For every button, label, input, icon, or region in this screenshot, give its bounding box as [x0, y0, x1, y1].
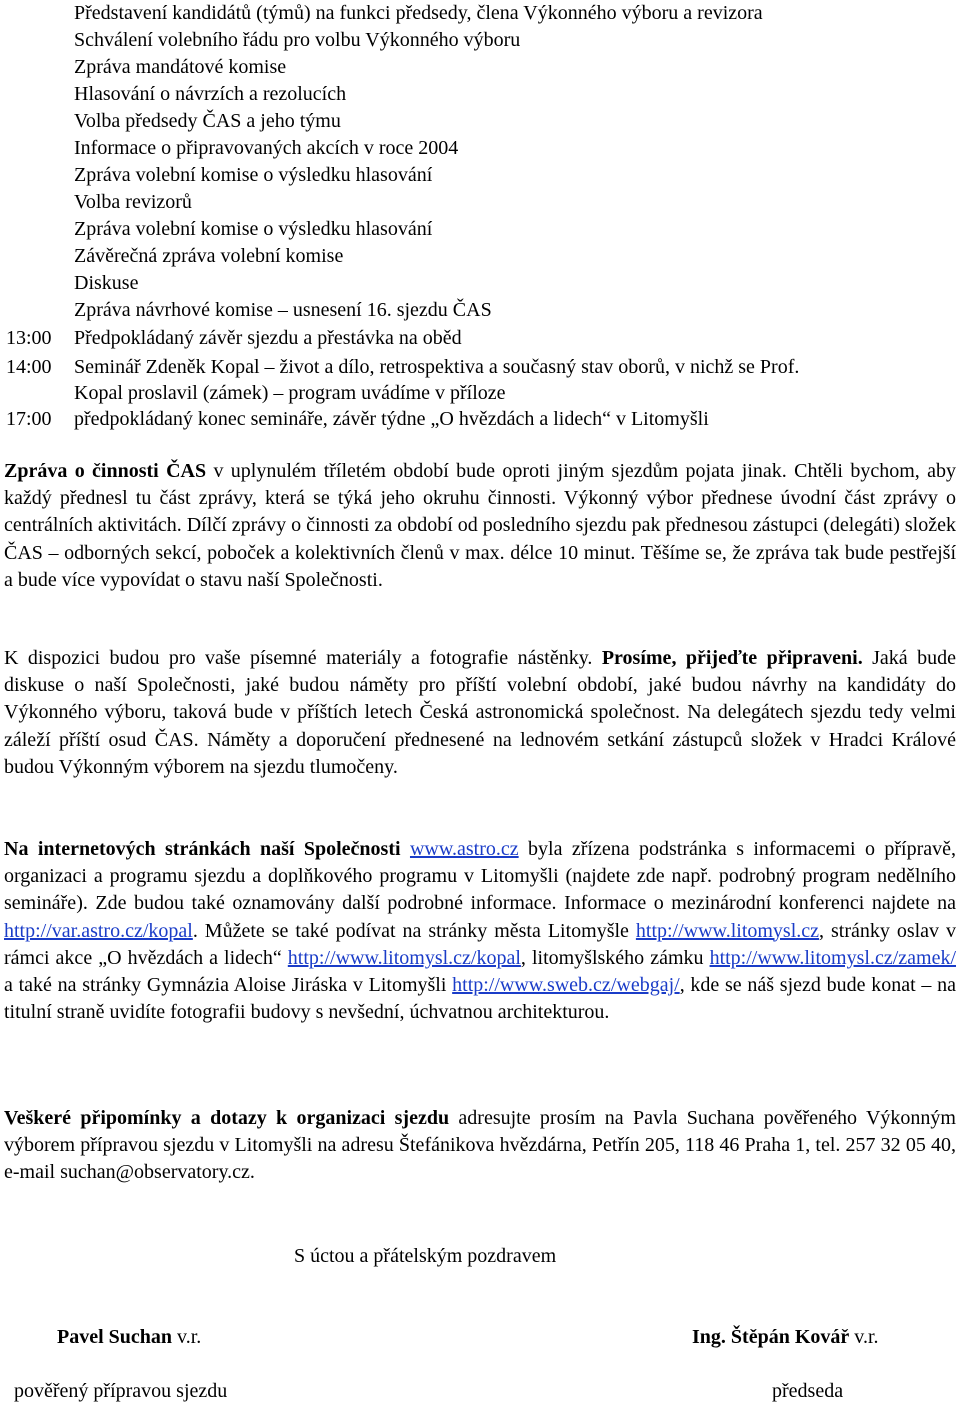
link-gymnasium[interactable]: http://www.sweb.cz/webgaj/: [452, 974, 680, 997]
paragraph-text: byla zřízena podstránka s informacemi o přípravě, organizaci a programu sjezdu a doplňkového programu v Litomyšli (najdete zde např. podrobný program nedělního semináře). Zde budou také oznamovány další podrobné informace. Informace o mezinárodní konferenci najdete na: [4, 838, 957, 915]
agenda-item: Diskuse: [74, 272, 139, 294]
paragraph-text: a také na stránky Gymnázia Aloise Jiráska v Litomyšli: [4, 974, 453, 997]
paragraph-text: , litomyšlského zámku: [520, 946, 710, 969]
agenda-item: Zpráva volební komise o výsledku hlasování: [74, 218, 433, 240]
website-paragraph: [4, 836, 956, 1026]
signatory-name: Pavel Suchan: [57, 1326, 173, 1348]
paragraph-heading: Veškeré připomínky a dotazy k organizaci sjezdu: [4, 1107, 450, 1129]
closing-greeting: S úctou a přátelským pozdravem: [294, 1245, 557, 1267]
signatory-suffix: v.r.: [849, 1326, 879, 1348]
link-litomysl-zamek[interactable]: http://www.litomysl.cz/zamek/: [709, 946, 956, 969]
schedule-time: 13:00: [6, 327, 52, 349]
link-litomysl-kopal[interactable]: http://www.litomysl.cz/kopal: [287, 946, 521, 969]
schedule-text: Kopal proslavil (zámek) – program uvádíme v příloze: [74, 382, 506, 404]
agenda-item: Volba předsedy ČAS a jeho týmu: [74, 110, 341, 132]
agenda-item: Zpráva mandátové komise: [74, 56, 287, 78]
paragraph-text: v uplynulém tříletém období bude oproti jiným sjezdům pojata jinak. Chtěli bychom, aby každý přednesl tu část zprávy, která se týká jeho okruhu činnosti. Výkonný výbor přednese úvodní část zprávy o centrálních aktivitách. Dílčí zprávy o činnosti za období od posledního sjezdu pak přednesou zástupci (delegáti) složek ČAS – odborných sekcí, poboček a kolektivních členů v max. délce 10 minut. Těšíme se, že zpráva tak bude pestřejší a bude více vypovídat o stavu naší Společnosti.: [4, 460, 957, 591]
paragraph-text: . Můžete se také podívat na stránky města Litomyšle: [192, 919, 636, 942]
signatory-role: předseda: [772, 1380, 844, 1402]
link-astro[interactable]: www.astro.cz: [409, 838, 519, 860]
preparation-paragraph: [4, 645, 956, 781]
paragraph-heading: Na internetových stránkách naší Společnosti: [4, 838, 401, 860]
schedule-text: Seminář Zdeněk Kopal – život a dílo, retrospektiva a současný stav oborů, v nichž se Prof.: [74, 356, 800, 378]
paragraph-text: Jaká bude diskuse o naší Společnosti, jaké budou náměty pro příští volební období, jaké budou návrhy na kandidáty do Výkonného výboru, taková bude v příštích letech Česká astronomická společnost. Na delegátech sjezdu tedy velmi záleží příští osud ČAS. Náměty a doporučení přednesené na lednovém setkání zástupců složek v Hradci Králové budou Výkonným výborem na sjezdu tlumočeny.: [4, 647, 956, 778]
link-litomysl[interactable]: http://www.litomysl.cz: [635, 919, 820, 942]
signatory-name: Ing. Štěpán Kovář: [692, 1326, 850, 1348]
agenda-item: Informace o připravovaných akcích v roce 2004: [74, 137, 459, 159]
paragraph-text: K dispozici budou pro vaše písemné materiály a fotografie nástěnky.: [4, 647, 602, 669]
agenda-item: Závěrečná zpráva volební komise: [74, 245, 344, 267]
contact-paragraph: [4, 1105, 956, 1187]
signature-right: [692, 1324, 879, 1350]
signatory-role: pověřený přípravou sjezdu: [14, 1380, 228, 1402]
schedule-text: předpokládaný konec semináře, závěr týdne „O hvězdách a lidech“ v Litomyšli: [74, 408, 709, 430]
paragraph-text: , kde se náš sjezd bude konat – na titulní straně uvidíte fotografii budovy s nevšední, úchvatnou architekturou.: [4, 974, 957, 1024]
paragraph-emphasis: Prosíme, přijeďte připraveni.: [601, 647, 863, 669]
schedule-text: Předpokládaný závěr sjezdu a přestávka na oběd: [74, 327, 462, 349]
paragraph-heading: Zpráva o činnosti ČAS: [4, 460, 207, 482]
agenda-item: Schválení volebního řádu pro volbu Výkonného výboru: [74, 29, 521, 51]
schedule-time: 14:00: [6, 356, 52, 378]
paragraph-text: adresujte prosím na Pavla Suchana pověřeného Výkonným výborem přípravou sjezdu v Litomyšli na adresu Štefánikova hvězdárna, Petřín 205, 118 46 Praha 1, tel. 257 32 05 40, e-mail suchan@observatory.cz.: [4, 1107, 956, 1184]
paragraph-text: , stránky oslav v rámci akce „O hvězdách a lidech“: [4, 919, 956, 969]
agenda-item: Zpráva návrhové komise – usnesení 16. sjezdu ČAS: [74, 299, 492, 321]
agenda-item: Hlasování o návrzích a rezolucích: [74, 83, 347, 105]
agenda-item: Volba revizorů: [74, 191, 192, 213]
activity-report-paragraph: [4, 458, 956, 594]
schedule-time: 17:00: [6, 408, 52, 430]
agenda-item: Představení kandidátů (týmů) na funkci předsedy, člena Výkonného výboru a revizora: [74, 2, 763, 24]
signature-left: [57, 1324, 201, 1350]
agenda-item: Zpráva volební komise o výsledku hlasování: [74, 164, 433, 186]
link-kopal-conference[interactable]: http://var.astro.cz/kopal: [4, 919, 193, 942]
signatory-suffix: v.r.: [172, 1326, 202, 1348]
